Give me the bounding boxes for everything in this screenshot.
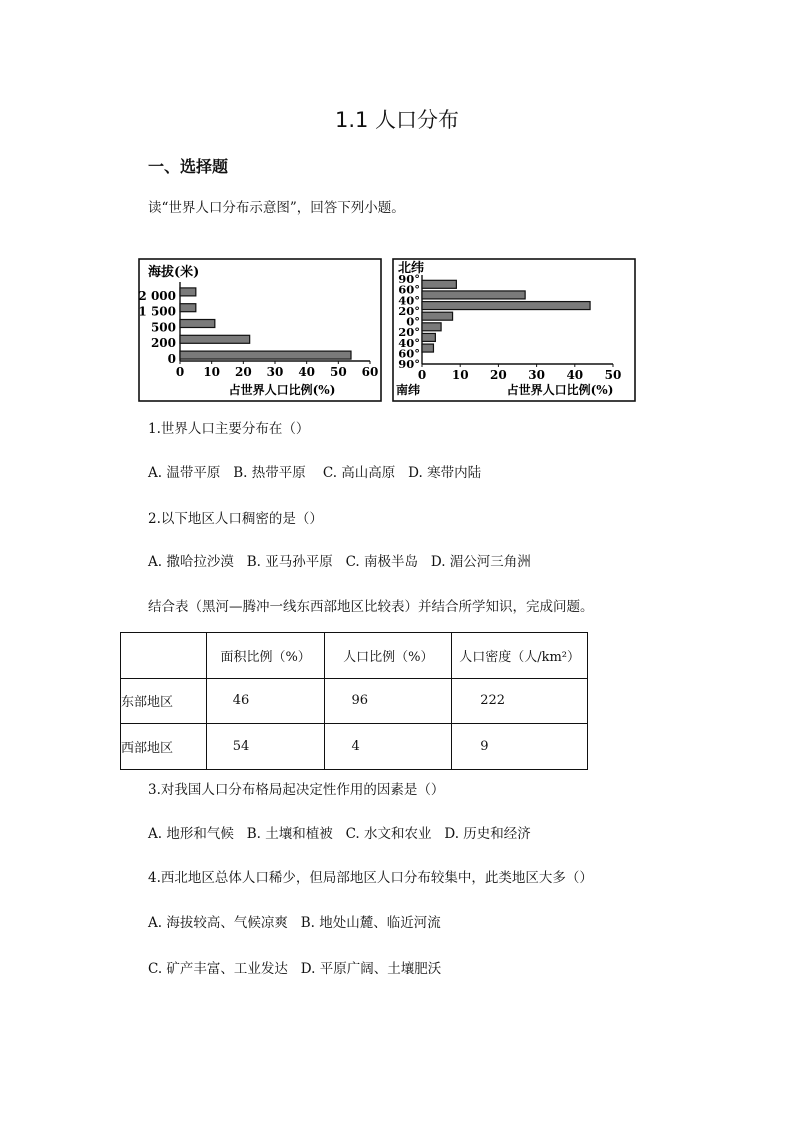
y-tick-label: 40°: [398, 293, 420, 308]
question-2-options: A. 撒哈拉沙漠 B. 亚马孙平原 C. 南极半岛 D. 湄公河三角洲: [148, 554, 531, 570]
bar: [422, 302, 590, 310]
x-tick-label: 20: [490, 368, 507, 382]
north-label: 北纬: [398, 261, 425, 276]
table-header-cell: [121, 633, 207, 679]
bar: [180, 335, 250, 343]
bar: [422, 280, 456, 288]
x-tick-label: 20: [234, 365, 252, 379]
y-tick-label: 0°: [406, 314, 420, 329]
bar: [180, 351, 351, 359]
y-tick-label: 60°: [398, 346, 420, 361]
table-cell-density: 9: [452, 724, 588, 770]
bar: [180, 304, 196, 312]
question-3-stem: 3.对我国人口分布格局起决定性作用的因素是（）: [148, 782, 445, 798]
y-tick-label: 40°: [398, 335, 420, 350]
question-2-stem: 2.以下地区人口稠密的是（）: [148, 511, 323, 527]
y-tick-label: 500: [150, 320, 176, 335]
latitude-chart: [392, 258, 636, 402]
x-tick-label: 50: [329, 365, 347, 379]
page-title: 1.1 人口分布: [334, 108, 460, 132]
table-row: [121, 724, 588, 770]
table-header-row: [121, 633, 588, 679]
table-cell-area: 54: [206, 724, 325, 770]
table-row: [121, 678, 588, 724]
south-label: 南纬: [396, 383, 421, 397]
table-header-cell: 人口比例（%）: [325, 633, 452, 679]
chart-title: 海拔(米): [148, 265, 200, 280]
x-axis-label: 占世界人口比例(%): [506, 383, 614, 397]
table-cell-region: 西部地区: [121, 724, 207, 770]
y-tick-label: 0: [167, 352, 176, 366]
x-tick-label: 60: [361, 365, 379, 379]
altitude-chart: [138, 258, 382, 402]
x-tick-label: 0: [417, 368, 427, 382]
bar: [180, 320, 215, 328]
bar: [422, 333, 435, 341]
y-tick-label: 20°: [398, 325, 420, 340]
y-tick-label: 2 000: [138, 288, 176, 303]
y-tick-label: 200: [150, 336, 176, 351]
table-header-cell: 面积比例（%）: [206, 633, 325, 679]
x-tick-label: 10: [203, 365, 221, 379]
intro-text: 读“世界人口分布示意图”，回答下列小题。: [148, 200, 405, 216]
table-intro: 结合表（黑河—腾冲一线东西部地区比较表）并结合所学知识，完成问题。: [148, 599, 594, 615]
x-axis-label: 占世界人口比例(%): [228, 383, 336, 397]
bar: [180, 288, 196, 296]
x-tick-label: 0: [175, 365, 185, 379]
table-cell-region: 东部地区: [121, 678, 207, 724]
bar: [422, 323, 441, 331]
bar: [422, 291, 525, 299]
question-4-options-row-1: A. 海拔较高、气候凉爽 B. 地处山麓、临近河流: [148, 915, 441, 931]
question-4-stem: 4.西北地区总体人口稀少，但局部地区人口分布较集中，此类地区大多（）: [148, 870, 593, 886]
x-tick-label: 30: [528, 368, 545, 382]
bar: [422, 312, 453, 320]
bar: [422, 344, 433, 352]
table-cell-population: 96: [325, 678, 452, 724]
question-3-options: A. 地形和气候 B. 土壤和植被 C. 水文和农业 D. 历史和经济: [148, 826, 531, 842]
x-tick-label: 30: [266, 365, 284, 379]
x-tick-label: 40: [566, 368, 584, 382]
y-tick-label: 90°: [398, 272, 420, 286]
table-cell-area: 46: [206, 678, 325, 724]
question-1-options: A. 温带平原 B. 热带平原 C. 高山高原 D. 寒带内陆: [148, 465, 482, 481]
y-tick-label: 90°: [398, 357, 420, 371]
question-1-stem: 1.世界人口主要分布在（）: [148, 421, 310, 437]
y-tick-label: 20°: [398, 303, 420, 318]
x-tick-label: 10: [451, 368, 469, 382]
table-header-cell: 人口密度（人/km²）: [452, 633, 588, 679]
y-tick-label: 1 500: [138, 304, 176, 319]
question-4-options-row-2: C. 矿产丰富、工业发达 D. 平原广阔、土壤肥沃: [148, 961, 442, 977]
comparison-table: [120, 632, 588, 770]
table-cell-population: 4: [325, 724, 452, 770]
y-tick-label: 60°: [398, 282, 420, 297]
x-tick-label: 40: [298, 365, 316, 379]
section-heading: 一、选择题: [148, 157, 229, 176]
x-tick-label: 50: [604, 368, 622, 382]
table-cell-density: 222: [452, 678, 588, 724]
